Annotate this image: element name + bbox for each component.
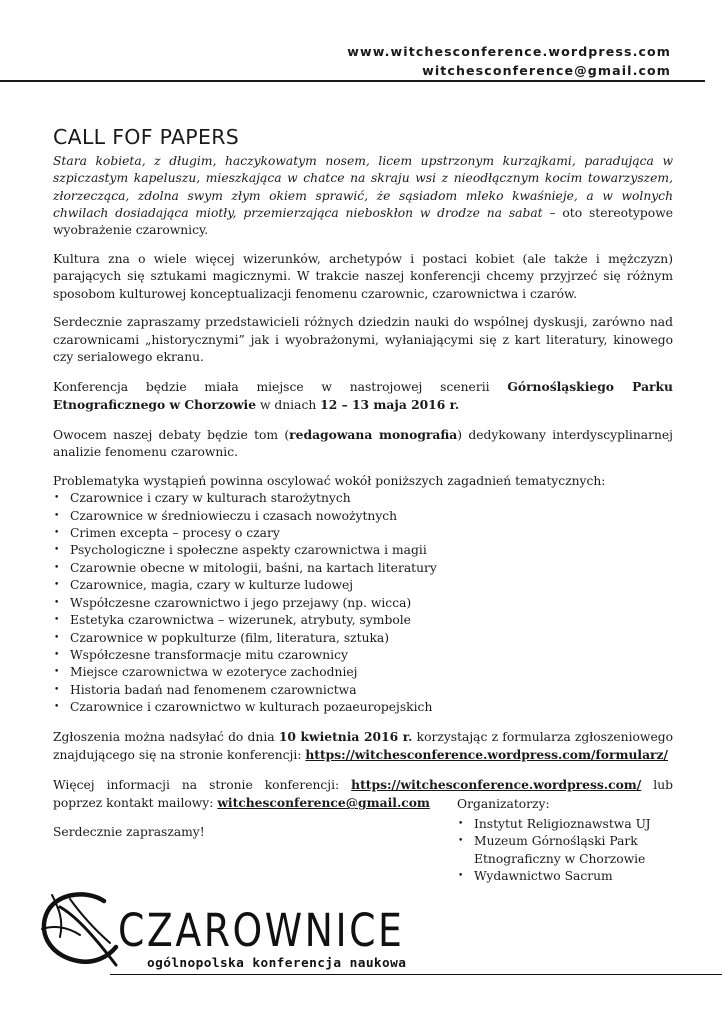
paragraph-monograph [53,426,673,462]
topic-item: • Czarownie obecne w mitologii, baśni, na kartach literatury [53,560,673,577]
topics-intro: Problematyka wystąpień powinna oscylować wokół poniższych zagadnień tematycznych: [53,473,606,488]
more-info-text-before: Więcej informacji na stronie konferencji: [53,778,352,793]
monograph-text-after: ) dedykowany interdyscyplinarnej analizie fenomenu czarownic. [53,427,673,460]
organizer-item: • Muzeum Górnośląski Park Etnograficzny w Chorzowie [457,833,677,868]
footer-divider [110,974,722,975]
venue-name: Górnośląskiego Parku Etnograficznego w Chorzowie [53,378,673,413]
venue-text-before: Konferencja będzie miała miejsce w nastrojowej scenerii [53,379,508,394]
intro-rest-text: – oto stereotypowe wyobrażenie czarownicy. [53,205,674,238]
topic-item: • Czarownice i czary w kulturach starożytnych [53,490,673,507]
topic-item: • Czarownice i czarownictwo w kulturach pozaeuropejskich [53,699,673,716]
email-link[interactable]: witchesconference@gmail.com [217,795,430,811]
monograph-text-before: Owocem naszej debaty będzie tom ( [53,427,290,442]
topic-item: • Historia badań nad fenomenem czarownictwa [53,682,673,699]
website-link[interactable]: https://witchesconference.wordpress.com/ [351,777,642,793]
submission-text-middle: korzystając z formularza zgłoszeniowego znajdującego się na stronie konferencji: [53,730,674,763]
topic-item: • Estetyka czarownictwa – wizerunek, atrybuty, symbole [53,612,673,629]
document-body [53,124,673,853]
topic-item: • Współczesne czarownictwo i jego przejawy (np. wicca) [53,595,673,612]
header-divider [0,80,705,82]
paragraph-submission [53,728,673,765]
page-header [347,42,671,80]
topics-list [53,490,673,716]
organizer-item: • Wydawnictwo Sacrum [457,868,677,886]
page-title: CALL FOF PAPERS [53,125,240,149]
more-info-text-middle: lub poprzez kontakt mailowy: [53,778,673,811]
organizers-list [457,816,677,886]
organizers-label: Organizatorzy: [457,797,550,811]
submission-deadline: 10 kwietnia 2016 r. [278,729,413,745]
paragraph-venue [53,378,673,415]
organizer-item: • Instytut Religioznawstwa UJ [457,816,677,834]
topic-item: • Czarownice, magia, czary w kulturze ludowej [53,577,673,594]
topic-item: • Miejsce czarownictwa w ezoteryce zachodniej [53,664,673,681]
topic-item: • Psychologiczne i społeczne aspekty czarownictwa i magii [53,542,673,559]
header-email[interactable]: witchesconference@gmail.com [422,63,671,78]
monograph-bold: redagowana monografia [289,426,458,442]
intro-italic-text: Stara kobieta, z długim, haczykowatym nosem, licem upstrzonym kurzajkami, paradująca w szpiczastym kapeluszu, mieszkająca w chatce na skraju wsi z nieodłącznym kocim towarzyszem, złorzecząca, zdolna swym złym okiem sprawić, że sąsiadom mleko kwaśnieje, a w wolnych chwilach dosiadająca miotły, przemierzająca nieboskłon w drodze na sabat [53,154,673,220]
paragraph-invitation: Serdecznie zapraszamy przedstawicieli różnych dziedzin nauki do wspólnej dyskusji, zarówno nad czarownicami „historycznymi” jak i wyobrażonymi, wyłaniającymi się z kart literatury, kinowego czy serialowego ekranu. [53,315,673,364]
topic-item: • Czarownice w średniowieczu i czasach nowożytnych [53,508,673,525]
organizers-section [457,796,677,886]
conference-dates: 12 – 13 maja 2016 r. [320,397,460,413]
topic-item: • Czarownice w popkulturze (film, literatura, sztuka) [53,630,673,647]
venue-text-middle: w dniach [256,398,321,413]
form-link[interactable]: https://witchesconference.wordpress.com/formularz/ [305,747,668,763]
header-website[interactable]: www.witchesconference.wordpress.com [347,44,671,59]
paragraph-culture: Kultura zna o wiele więcej wizerunków, archetypów i postaci kobiet (ale także i mężczyzn) parających się sztukami magicznymi. W trakcie naszej konferencji chcemy przyjrzeć się różnym sposobom kulturowej konceptualizacji fenomenu czarownic, czarownictwa i czarów. [53,251,673,301]
submission-text-before: Zgłoszenia można nadsyłać do dnia [53,730,279,745]
intro-paragraph [53,153,673,239]
logo-subtitle: ogólnopolska konferencja naukowa [147,956,407,971]
topic-item: • Crimen excepta – procesy o czary [53,525,673,542]
closing-text: Serdecznie zapraszamy! [53,825,205,840]
topic-item: • Współczesne transformacje mitu czarownicy [53,647,673,664]
logo-wordmark: CZAROWNICE [118,904,405,957]
